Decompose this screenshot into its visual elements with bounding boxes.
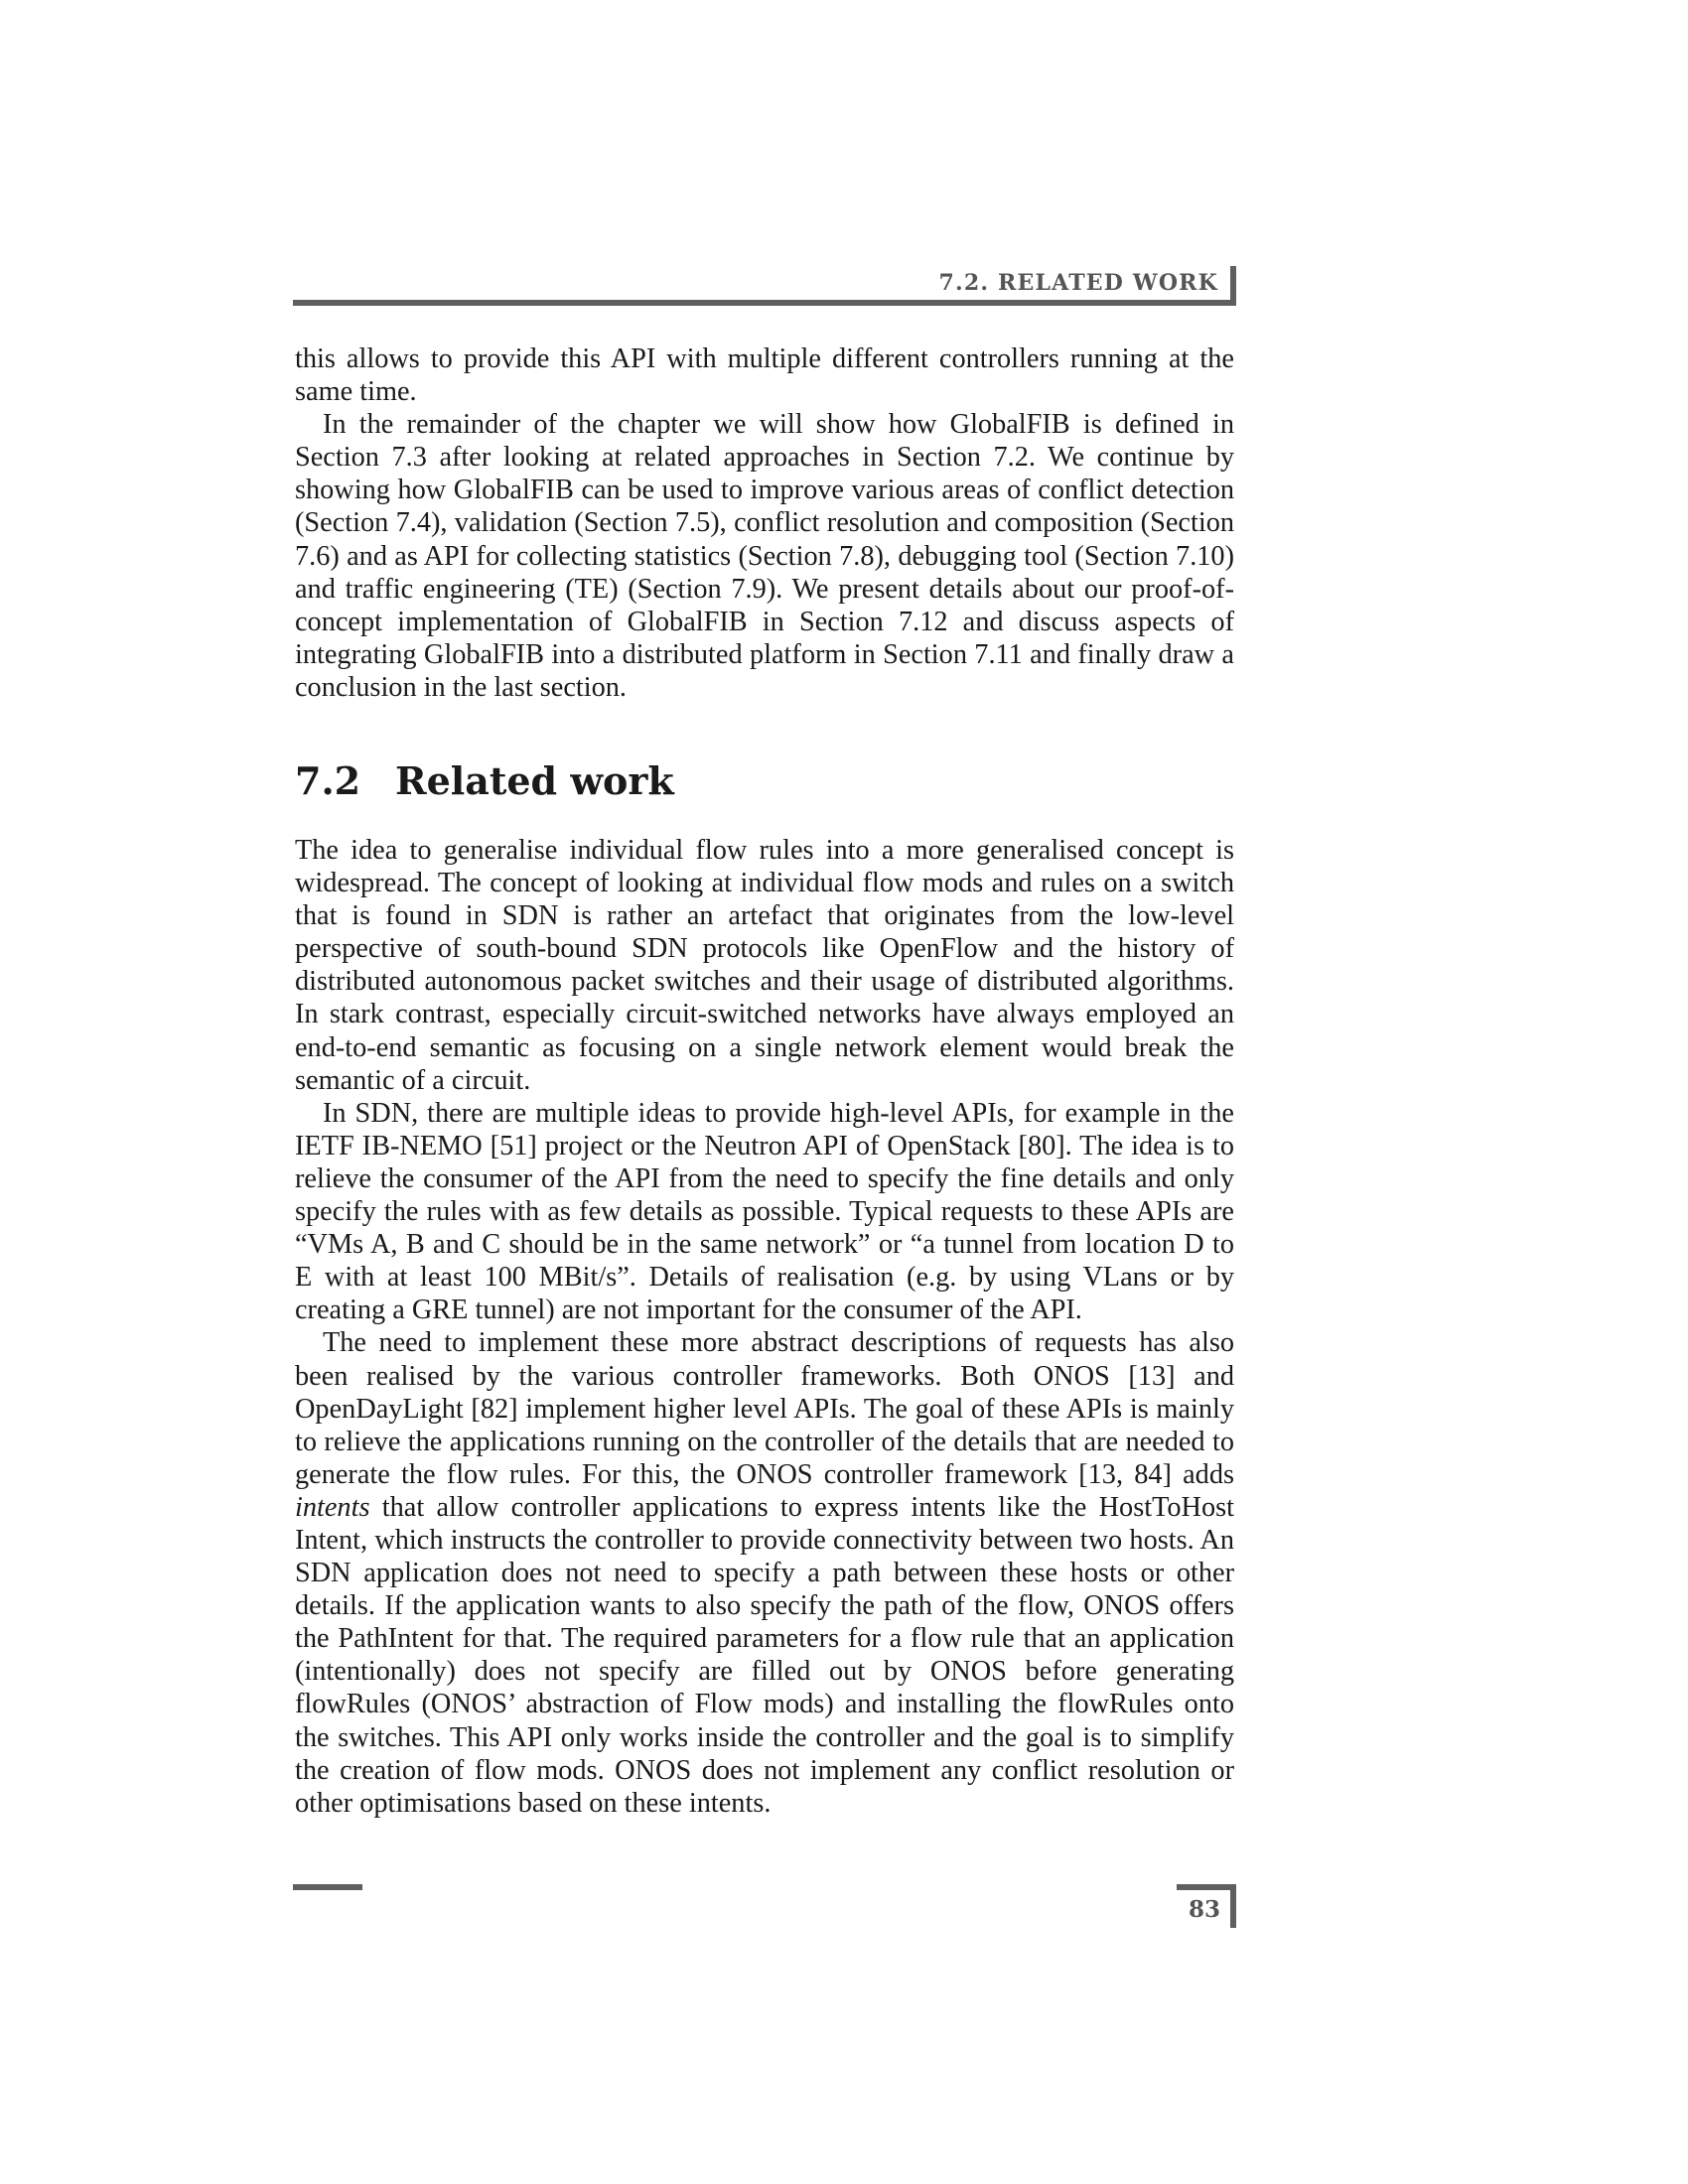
footer-tick [1230,1884,1236,1928]
section-number: 7.2 [295,758,361,803]
related-paragraph-3 [295,1326,1234,1819]
related-paragraph-3-part-1: The need to implement these more abstract descriptions of requests has also been realised by the various controller frameworks. Both ONOS [13] and OpenDayLight [82] implement higher level APIs. The goal of these APIs is mainly to relieve the applications running on the controller of the details that are needed to generate the flow rules. For this, the ONOS controller framework [13, 84] adds [295,1327,1234,1490]
page-number: 83 [1188,1896,1220,1923]
header-rule [293,300,1236,306]
section-heading [295,759,674,803]
related-paragraph-1: The idea to generalise individual flow rules into a more generalised concept is widespread. The concept of looking at individual flow mods and rules on a switch that is found in SDN is rather an artefact that originates from the low-level perspective of south-bound SDN protocols like OpenFlow and the history of distributed autonomous packet switches and their usage of distributed algorithms. In stark contrast, especially circuit-switched networks have always employed an end-to-end semantic as focusing on a single network element would break the semantic of a circuit. [295,835,1234,1096]
page-footer [1177,1884,1236,1928]
intro-paragraph-1: this allows to provide this API with multiple different controllers running at the same time. [295,343,1234,408]
intents-term: intents [295,1491,370,1523]
section-title: Related work [395,758,674,803]
related-work-text [295,834,1234,1820]
running-header [293,266,1236,306]
related-paragraph-3-part-2: that allow controller applications to express intents like the HostToHost Intent, which instructs the controller to provide connectivity between two hosts. An SDN application does not need to specify a path between these hosts or other details. If the application wants to also specify the path of the flow, ONOS offers the PathIntent for that. The required parameters for a flow rule that an application (intentionally) does not specify are filled out by ONOS before generating flowRules (ONOS’ abstraction of Flow mods) and installing the flowRules onto the switches. This API only works inside the controller and the goal is to simplify the creation of flow mods. ONOS does not implement any conflict resolution or other optimisations based on these intents. [295,1491,1234,1819]
intro-text [295,342,1234,704]
intro-paragraph-2: In the remainder of the chapter we will show how GlobalFIB is defined in Section 7.3 after looking at related approaches in Section 7.2. We continue by showing how GlobalFIB can be used to improve various areas of conflict detection (Section 7.4), validation (Section 7.5), conflict resolution and composition (Section 7.6) and as API for collecting statistics (Section 7.8), debugging tool (Section 7.10) and traffic engineering (TE) (Section 7.9). We present details about our proof-of-concept implementation of GlobalFIB in Section 7.12 and discuss aspects of integrating GlobalFIB into a distributed platform in Section 7.11 and finally draw a conclusion in the last section. [295,409,1234,703]
related-paragraph-2: In SDN, there are multiple ideas to provide high-level APIs, for example in the IETF IB-NEMO [51] project or the Neutron API of OpenStack [80]. The idea is to relieve the consumer of the API from the need to specify the fine details and only specify the rules with as few details as possible. Typical requests to these APIs are “VMs A, B and C should be in the same network” or “a tunnel from location D to E with at least 100 MBit/s”. Details of realisation (e.g. by using VLans or by creating a GRE tunnel) are not important for the consumer of the API. [295,1097,1234,1326]
running-header-title: 7.2. RELATED WORK [938,270,1218,296]
header-tick [1230,266,1236,306]
footer-left-rule [293,1884,362,1890]
footer-rule [1177,1884,1236,1890]
